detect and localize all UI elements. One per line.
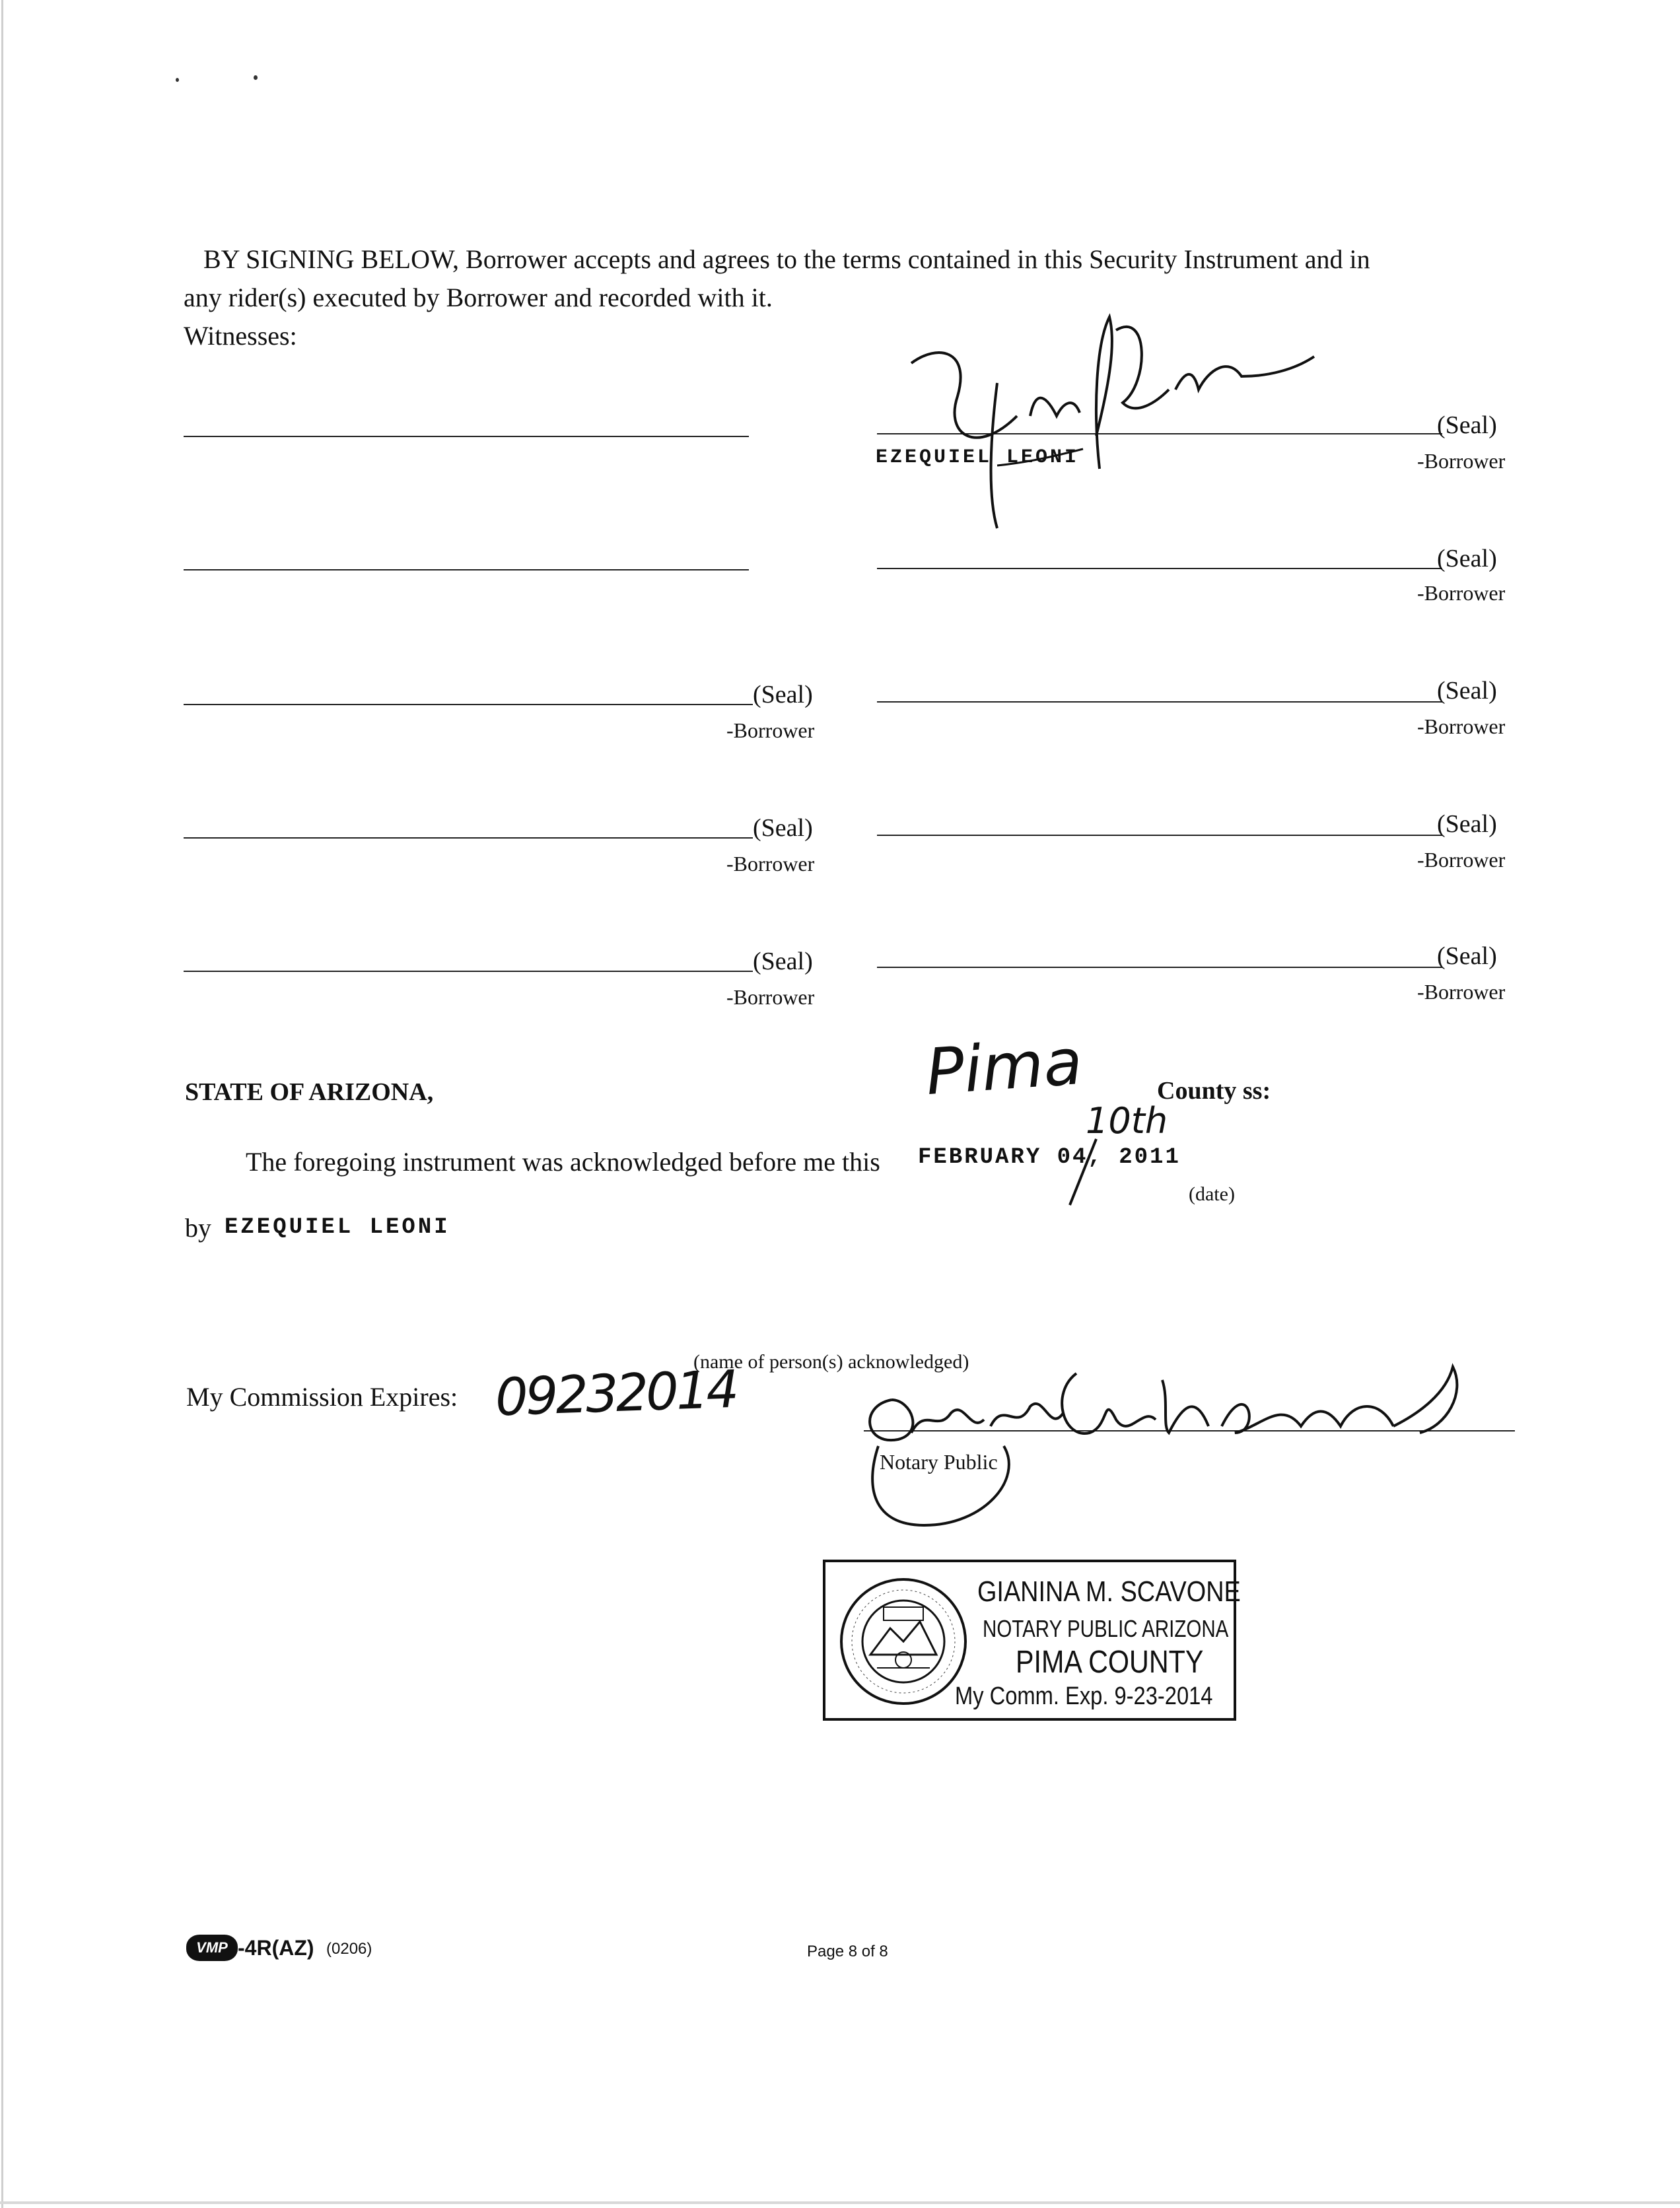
acknowledgment-date: FEBRUARY 04, 2011 — [918, 1145, 1181, 1170]
borrower-label: -Borrower — [726, 852, 815, 876]
borrower-signature-line-6 — [877, 835, 1442, 836]
date-handwritten-correction: 10th — [1086, 1100, 1168, 1142]
commission-handwritten: 09232014 — [494, 1360, 738, 1428]
seal-label: (Seal) — [1437, 545, 1497, 572]
commission-label: My Commission Expires: — [186, 1382, 458, 1412]
borrower-signature-line-8 — [877, 967, 1442, 968]
borrower-label: -Borrower — [726, 718, 815, 742]
seal-label: (Seal) — [753, 681, 813, 708]
seal-label: (Seal) — [753, 948, 813, 975]
date-strike-mark — [1063, 1136, 1103, 1208]
witness-signature-line-1 — [184, 436, 749, 437]
borrower-signature-line-7 — [184, 971, 753, 972]
stamp-notary-title: NOTARY PUBLIC ARIZONA — [983, 1615, 1229, 1642]
seal-label: (Seal) — [1437, 942, 1497, 970]
notary-signature — [852, 1334, 1486, 1545]
borrower-label: -Borrower — [1417, 714, 1506, 738]
acknowledged-person-name: EZEQUIEL LEONI — [225, 1215, 450, 1240]
borrower-signature-line-3 — [184, 704, 753, 705]
borrower-label: -Borrower — [1417, 581, 1506, 605]
scan-edge-left — [1, 0, 3, 2208]
seal-label: (Seal) — [1437, 810, 1497, 838]
scan-bottom-edge — [0, 2201, 1680, 2204]
intro-line-1: BY SIGNING BELOW, Borrower accepts and agrees to the terms contained in this Security Instrument and in — [203, 244, 1370, 274]
vmp-logo: VMP — [186, 1935, 238, 1961]
state-heading: STATE OF ARIZONA, — [185, 1078, 434, 1106]
witnesses-label: Witnesses: — [184, 321, 297, 351]
borrower-label: -Borrower — [726, 985, 815, 1009]
acknowledgment-text: The foregoing instrument was acknowledged before me this — [246, 1147, 880, 1177]
borrower-label: -Borrower — [1417, 980, 1506, 1004]
seal-label: (Seal) — [1437, 677, 1497, 705]
borrower-signature-line-4 — [877, 701, 1442, 703]
county-handwritten: Pima — [923, 1024, 1085, 1110]
notary-stamp — [823, 1560, 1241, 1721]
borrower-name: EZEQUIEL LEONI — [876, 446, 1080, 469]
date-label: (date) — [1189, 1183, 1235, 1205]
form-version: (0206) — [326, 1940, 372, 1958]
borrower-signature — [898, 304, 1321, 541]
name-acknowledged-label: (name of person(s) acknowledged) — [693, 1351, 969, 1373]
page-number: Page 8 of 8 — [807, 1943, 888, 1960]
notary-public-label: Notary Public — [880, 1450, 998, 1474]
borrower-signature-line-2 — [877, 568, 1442, 569]
scan-speck — [176, 78, 179, 82]
witness-signature-line-2 — [184, 569, 749, 570]
by-label: by — [185, 1213, 211, 1243]
seal-label: (Seal) — [1437, 411, 1497, 439]
borrower-label: -Borrower — [1417, 449, 1506, 473]
arizona-state-seal — [837, 1575, 969, 1708]
borrower-label: -Borrower — [1417, 848, 1506, 872]
stamp-county: PIMA COUNTY — [1016, 1645, 1204, 1680]
seal-label: (Seal) — [753, 814, 813, 842]
scan-speck — [254, 75, 258, 80]
county-label: County ss: — [1157, 1077, 1271, 1105]
form-code: -4R(AZ) — [238, 1936, 314, 1960]
stamp-notary-name: GIANINA M. SCAVONE — [977, 1575, 1241, 1608]
borrower-signature-line-5 — [184, 837, 753, 839]
intro-line-2: any rider(s) executed by Borrower and recorded with it. — [184, 283, 773, 312]
stamp-expiration: My Comm. Exp. 9-23-2014 — [955, 1682, 1213, 1710]
